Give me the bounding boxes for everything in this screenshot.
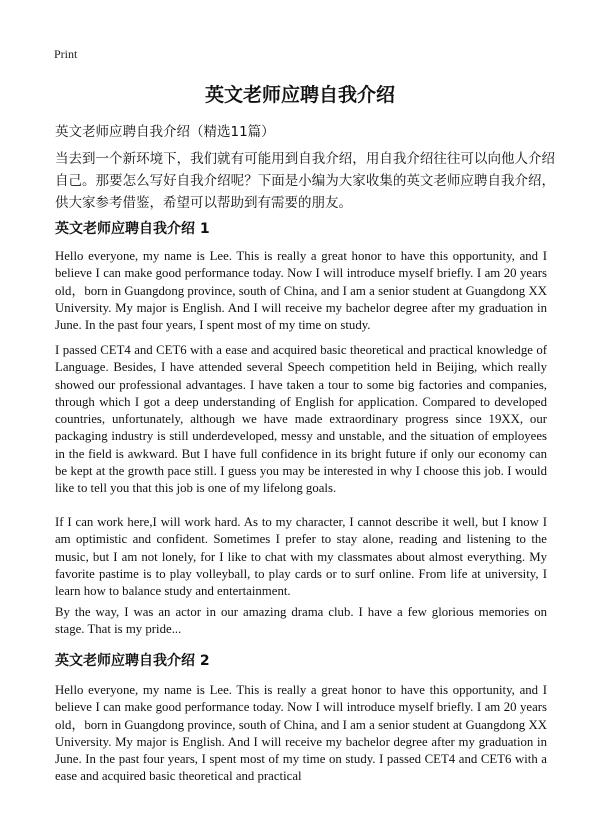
intro-paragraph: 当去到一个新环境下，我们就有可能用到自我介绍，用自我介绍往往可以向他人介绍自己。那要怎么写好自我介绍呢？下面是小编为大家收集的英文老师应聘自我介绍，供大家参考借鉴，希望可以帮助到有需要的朋友。 [55,151,555,211]
section-1-paragraph-1: Hello everyone, my name is Lee. This is really a great honor to have this opportunity, and I believe I can make good performance today. Now I will introduce myself briefly. I am 20 years old，born in Guangdong province, south of China, and I am a senior student at Guangdong XX University. My major is English. And I will receive my bachelor degree after my graduation in June. In the past four years, I spent most of my time on study. [55,249,547,333]
section-1-paragraph-4: By the way, I was an actor in our amazing drama club. I have a few glorious memories on stage. That is my pride... [55,605,547,637]
subtitle: 英文老师应聘自我介绍（精选11篇） [55,124,275,140]
section-2-paragraph-1: Hello everyone, my name is Lee. This is really a great honor to have this opportunity, and I believe I can make good performance today. Now I will introduce myself briefly. I am 20 years old，born in Guangdong province, south of China, and I am a senior student at Guangdong XX University. My major is English. And I will receive my bachelor degree after my graduation in June. In the past four years, I spent most of my time on study. I passed CET4 and CET6 with a ease and acquired basic theoretical and practical [55,683,547,784]
section-heading-2: 英文老师应聘自我介绍 2 [55,653,210,669]
section-1-paragraph-2: I passed CET4 and CET6 with a ease and acquired basic theoretical and practical knowledge of Language. Besides, I have attended several Speech competition held in Beijing, which really showed our professional advantages. I have taken a tour to some big factories and companies, through which I got a deep understanding of English for application. Compared to developed countries, unfortunately, although we have made extraordinary progress since 19XX, our packaging industry is still underdeveloped, messy and unstable, and the situation of employees in the field is awkward. But I have full confidence in its bright future if only our economy can be kept at the growth pace still. I guess you may be interested in why I choose this job. I would like to tell you that this job is one of my lifelong goals. [55,343,547,496]
print-link[interactable]: Print [54,47,78,61]
page-title: 英文老师应聘自我介绍 [204,84,395,106]
section-1-paragraph-3: If I can work here,I will work hard. As to my character, I cannot describe it well, but I know I am optimistic and confident. Sometimes I prefer to stay alone, reading and listening to the music, but I am not lonely, for I like to chat with my classmates about almost everything. My favorite pastime is to play volleyball, to play cards or to surf online. From life at university, I learn how to balance study and entertainment. [55,515,547,599]
section-heading-1: 英文老师应聘自我介绍 1 [55,221,210,237]
